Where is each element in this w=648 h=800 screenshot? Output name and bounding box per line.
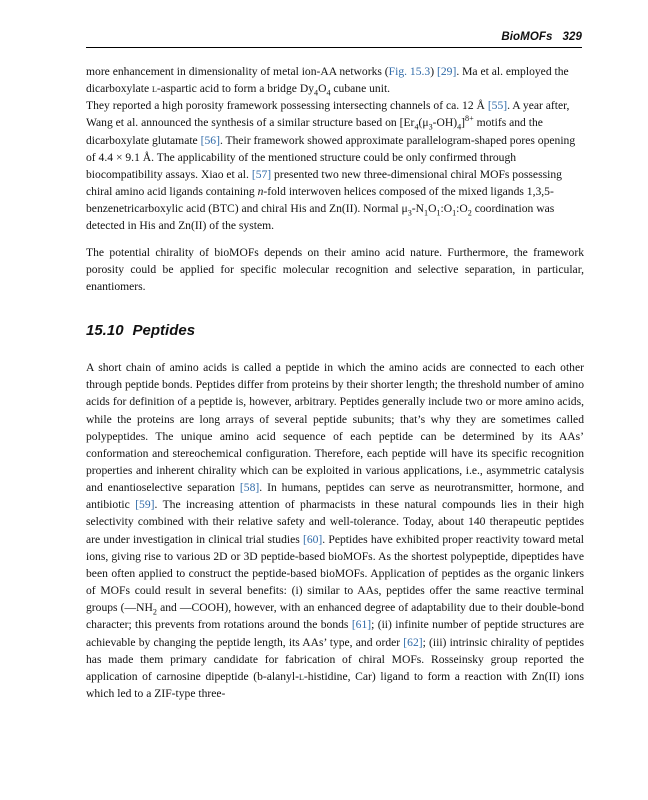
citation-61[interactable]: [61] bbox=[351, 618, 372, 632]
citation-56[interactable]: [56] bbox=[200, 133, 220, 147]
section-heading bbox=[86, 321, 584, 341]
citation-29[interactable]: [29] bbox=[436, 65, 457, 78]
citation-55[interactable]: [55] bbox=[487, 99, 508, 113]
citation-57[interactable]: [57] bbox=[251, 167, 272, 181]
paragraph-1: more enhancement in dimensionality of metal ion-AA networks (Fig. 15.3) [29]. Ma et al. employed the dicarboxylate l-aspartic acid to form a bridge $Dy_4O_4$ cubane unit. They reported a high porosity framework possessing intersecting channels of ca. 12 Å [55]. A year after, Wang et al. announced the synthesis of a similar structure based on $[Er_4(\mu_3-OH)_4]^{8+}$ motifs and the dicarboxylate glutamate [56]. Their framework showed approximate parallelogram-shaped pores opening of 4.4 × 9.1 Å. The applicability of the mentioned structure could be only confirmed through biocompatibility assays. Xiao et al. [57] presented two new three-dimensional chiral MOFs possessing chiral amino acid ligands containing n-fold interwoven helices composed of the mixed ligands 1,3,5-benzenetricarboxylic acid (BTC) and chiral His and Zn(II). Normal $\mu_3-N_1O_1:O_1:O_2$ coordination was detected in His and Zn(II) of the system. bbox=[86, 65, 576, 233]
citation-62[interactable]: [62] bbox=[403, 635, 423, 649]
paragraph-2: The potential chirality of bioMOFs depends on their amino acid nature. Furthermore, the framework porosity could be applied for specific molecular recognition and selective separation, in particular, enantiomers. bbox=[86, 245, 584, 293]
page-body bbox=[86, 63, 584, 702]
figure-reference[interactable]: Fig. 15.3 bbox=[388, 65, 431, 78]
paragraph-3: A short chain of amino acids is called a peptide in which the amino acids are connected to each other through peptide bonds. Peptides differ from proteins by their shorter length; the threshold number of amino acids for definition of a peptide is, however, arbitrary. Peptides generally include two or more amino acids, while the proteins are long arrays of several peptide subunits; that’s why they are sometimes called polypeptides. The unique amino acid sequence of each peptide can be determined by its AAs’ conformation and stereochemical configuration. Therefore, each peptide will have its specific recognition properties and inherent chirality which can be exploited in various applications, i.e., asymmetric catalysis and enantioselective separation [58]. In humans, peptides can serve as neurotransmitter, hormone, and antibiotic [59]. The increasing attention of pharmacists in these natural compounds lies in their high selectivity combined with their relative safety and well-tolerance. Today, about 140 therapeutic peptides are under investigation in clinical trial studies [60]. Peptides have exhibited proper reactivity toward metal ions, giving rise to various 2D or 3D peptide-based bioMOFs. As the shortest polypeptide, dipeptides have been often applied to construct the peptide-based bioMOFs. Application of peptides as the organic linkers of MOFs could result in several benefits: (i) similar to AAs, peptides offer the same reactive terminal groups ($—NH_2$ and —COOH), however, with an enhanced degree of adaptability due to their double-bond character; this prevents from rotations around the bonds [61]; (ii) infinite number of peptide structures are achievable by changing the peptide length, its AAs’ type, and order [62]; (iii) intrinsic chirality of peptides has made them primary candidate for fabrication of chiral MOFs. Rosseinsky group reported the application of carnosine dipeptide (b-alanyl-l-histidine, Car) ligand to form a reaction with Zn(II) ions which led to a ZIF-type three- bbox=[86, 361, 585, 700]
section-number: 15.10 bbox=[86, 322, 124, 340]
citation-60[interactable]: [60] bbox=[302, 532, 323, 546]
section-title: Peptides bbox=[132, 322, 196, 340]
running-title: BioMOFs 329 bbox=[501, 31, 582, 43]
running-header bbox=[86, 27, 582, 48]
citation-59[interactable]: [59] bbox=[135, 498, 155, 512]
page-number: 329 bbox=[562, 31, 582, 43]
citation-58[interactable]: [58] bbox=[239, 481, 260, 495]
